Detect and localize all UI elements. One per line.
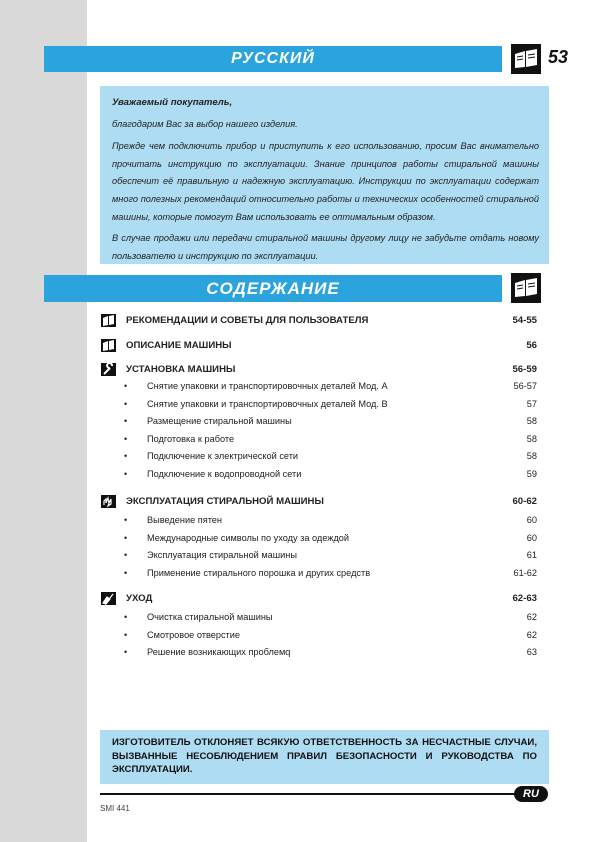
bullet: • (124, 630, 128, 640)
book-icon (100, 338, 116, 352)
liability-warning-box (100, 730, 549, 784)
toc-label: Решение возникающих проблемq (147, 647, 291, 657)
intro-greeting: Уважаемый покупатель, (112, 97, 233, 108)
toc-pages: 58 (526, 451, 537, 461)
hand-icon (100, 494, 116, 508)
toc-label: Очистка стиральной машины (147, 612, 273, 622)
toc-item[interactable] (100, 627, 537, 643)
toc-pages: 57 (526, 399, 537, 409)
toc-section-recommendations[interactable] (100, 312, 537, 328)
cleaning-icon (100, 591, 116, 605)
toc-pages: 61-62 (513, 568, 537, 578)
toc-item[interactable] (100, 644, 537, 660)
toc-item[interactable] (100, 512, 537, 528)
toc-label: РЕКОМЕНДАЦИИ И СОВЕТЫ ДЛЯ ПОЛЬЗОВАТЕЛЯ (126, 314, 369, 326)
toc-pages: 56-59 (512, 363, 537, 375)
toc-item[interactable] (100, 466, 537, 482)
bullet: • (124, 515, 128, 525)
language-badge (514, 786, 548, 802)
toc-label: УХОД (126, 592, 153, 604)
toc-pages: 61 (526, 550, 537, 560)
toc-pages: 60 (526, 533, 537, 543)
toc-label: Размещение стиральной машины (147, 416, 292, 426)
language-badge-text: RU (523, 788, 539, 800)
book-icon (509, 42, 543, 76)
toc-pages: 62 (526, 612, 537, 622)
footer-rule (100, 793, 514, 795)
bullet: • (124, 381, 128, 391)
toc-item[interactable] (100, 413, 537, 429)
bullet: • (124, 550, 128, 560)
language-header-title: РУССКИЙ (231, 50, 315, 67)
bullet: • (124, 399, 128, 409)
toc-item[interactable] (100, 396, 537, 412)
toc-item[interactable] (100, 378, 537, 394)
left-margin-strip (0, 0, 87, 842)
bullet: • (124, 612, 128, 622)
toc-label: ЭКСПЛУАТАЦИЯ СТИРАЛЬНОЙ МАШИНЫ (126, 495, 324, 507)
toc-label: Эксплуатация стиральной машины (147, 550, 297, 560)
toc-item[interactable] (100, 609, 537, 625)
toc-label: Снятие упаковки и транспортировочных деталей Мод. B (147, 399, 388, 409)
toc-section-operation[interactable] (100, 493, 537, 509)
toc-label: Подготовка к работе (147, 434, 235, 444)
model-code: SMI 441 (100, 804, 130, 813)
liability-warning-text: ИЗГОТОВИТЕЛЬ ОТКЛОНЯЕТ ВСЯКУЮ ОТВЕТСТВЕННОСТЬ ЗА НЕСЧАСТНЫЕ СЛУЧАИ, ВЫЗВАННЫЕ НЕСОБЛЮДЕНИЕМ ПРАВИЛ БЕЗОПАСНОСТИ И РУКОВОДСТВА ПО ЭКСПЛУАТАЦИИ. (112, 737, 537, 776)
toc-label: Снятие упаковки и транспортировочных деталей Мод. A (147, 381, 388, 391)
toc-label: Смотровое отверстие (147, 630, 240, 640)
wrench-icon (100, 362, 116, 376)
toc-pages: 62 (526, 630, 537, 640)
toc-pages: 60-62 (512, 495, 537, 507)
toc-label: ОПИСАНИЕ МАШИНЫ (126, 339, 232, 351)
toc-section-description[interactable] (100, 337, 537, 353)
toc-item[interactable] (100, 565, 537, 581)
toc-item[interactable] (100, 547, 537, 563)
bullet: • (124, 451, 128, 461)
intro-box (100, 86, 549, 264)
toc-pages: 63 (526, 647, 537, 657)
toc-section-installation[interactable] (100, 361, 537, 377)
toc-item[interactable] (100, 530, 537, 546)
toc-pages: 56 (526, 339, 537, 351)
bullet: • (124, 469, 128, 479)
toc-label: Международные символы по уходу за одеждой (147, 533, 350, 543)
toc-label: Подключение к водопроводной сети (147, 469, 302, 479)
bullet: • (124, 416, 128, 426)
contents-header-bar (44, 275, 502, 302)
toc-pages: 58 (526, 416, 537, 426)
bullet: • (124, 533, 128, 543)
intro-thanks: благодарим Вас за выбор нашего изделия. (112, 119, 298, 130)
intro-paragraph-1: Прежде чем подключить прибор и приступить к его использованию, просим Вас внимательно прочитать инструкцию по эксплуатации. Знание принципов работы стиральной машины обеспечит её правильную и надежную эксплуатацию. Инструкции по эксплуатации содержат много полезных рекомендаций относительно работы и технических особенностей стиральной машины, которые помогут Вам использовать ее оптимальным образом. (112, 141, 539, 222)
book-icon (509, 271, 543, 305)
toc-label: Выведение пятен (147, 515, 222, 525)
bullet: • (124, 647, 128, 657)
toc-label: Подключение к электрической сети (147, 451, 299, 461)
toc-item[interactable] (100, 431, 537, 447)
language-header-bar (44, 46, 502, 72)
bullet: • (124, 568, 128, 578)
toc-label: Применение стирального порошка и других средств (147, 568, 371, 578)
toc-pages: 59 (526, 469, 537, 479)
toc-pages: 58 (526, 434, 537, 444)
toc-section-care[interactable] (100, 590, 537, 606)
toc-pages: 60 (526, 515, 537, 525)
toc-pages: 62-63 (512, 592, 537, 604)
page-number: 53 (548, 47, 569, 67)
bullet: • (124, 434, 128, 444)
toc-pages: 56-57 (513, 381, 537, 391)
toc-pages: 54-55 (512, 314, 537, 326)
contents-header-title: СОДЕРЖАНИЕ (206, 278, 340, 298)
toc-item[interactable] (100, 448, 537, 464)
toc-label: УСТАНОВКА МАШИНЫ (126, 363, 236, 375)
intro-paragraph-2: В случае продажи или передачи стиральной машины другому лицу не забудьте отдать новому пользователю и инструкцию по эксплуатации. (112, 233, 539, 261)
book-icon (100, 313, 116, 327)
